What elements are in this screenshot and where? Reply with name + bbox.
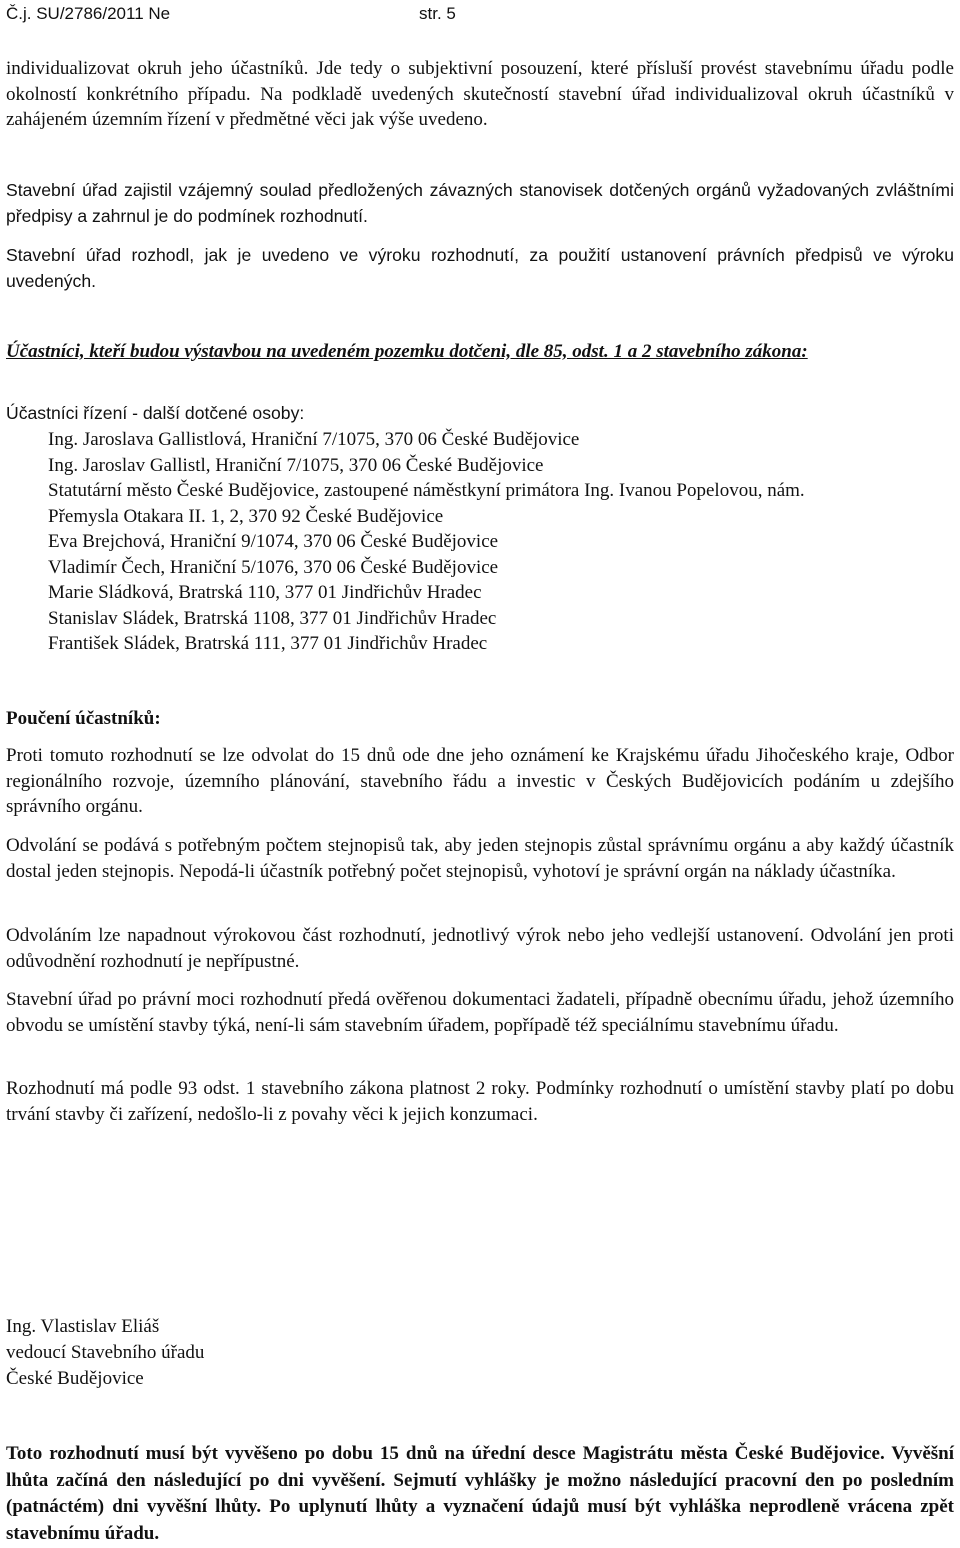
participants-heading: Účastníci, kteří budou výstavbou na uvedeném pozemku dotčeni, dle 85, odst. 1 a 2 stavebního zákona: — [6, 341, 808, 362]
list-item: Statutární město České Budějovice, zastoupené náměstkyní primátora Ing. Ivanou Popelovou, nám. — [48, 480, 805, 501]
list-item: Eva Brejchová, Hraniční 9/1074, 370 06 České Budějovice — [48, 531, 499, 552]
list-item: Ing. Jaroslava Gallistlová, Hraniční 7/1075, 370 06 České Budějovice — [48, 429, 580, 450]
instruction-paragraph: Stavební úřad po právní moci rozhodnutí předá ověřenou dokumentaci žadateli, případně obecnímu úřadu, jehož územního obvodu se umístění stavby týká, není-li sám stavebním úřadem, popřípadě též speciálnímu stavebnímu úřadu. — [6, 989, 954, 1036]
signatory-role: vedoucí Stavebního úřadu — [6, 1342, 205, 1363]
instruction-heading: Poučení účastníků: — [6, 708, 161, 729]
participants-subheading: Účastníci řízení - další dotčené osoby: — [6, 403, 305, 423]
list-item: Vladimír Čech, Hraniční 5/1076, 370 06 České Budějovice — [48, 556, 499, 578]
paragraph-individualization: individualizovat okruh jeho účastníků. Jde tedy o subjektivní posouzení, které přísluší provést stavebnímu úřadu podle okolností konkrétního případu. Na podkladě uvedených skutečností stavební úřad individualizoval okruh účastníků v zahájeném územním řízení v předmětné věci jak výše uvedeno. — [6, 58, 954, 130]
instruction-paragraph: Proti tomuto rozhodnutí se lze odvolat do 15 dnů ode dne jeho oznámení ke Krajskému úřadu Jihočeského kraje, Odbor regionálního rozvoje, územního plánování, stavebního řádu a investic v Českých Budějovicích podáním u zdejšího správního orgánu. — [6, 745, 954, 817]
instruction-paragraph: Odvolání se podává s potřebným počtem stejnopisů tak, aby jeden stejnopis zůstal správnímu orgánu a aby každý účastník dostal jeden stejnopis. Nepodá-li účastník potřebný počet stejnopisů, vyhotoví je správní orgán na náklady účastníka. — [6, 835, 954, 882]
paragraph-binding-opinions: Stavební úřad zajistil vzájemný soulad předložených závazných stanovisek dotčených orgánů vyžadovaných zvláštními předpisy a zahrnul je do podmínek rozhodnutí. — [6, 180, 954, 226]
list-item: Stanislav Sládek, Bratrská 1108, 377 01 Jindřichův Hradec — [48, 607, 497, 629]
participants-list — [48, 427, 948, 657]
page-header — [6, 2, 954, 28]
posting-notice: Toto rozhodnutí musí být vyvěšeno po dobu 15 dnů na úřední desce Magistrátu města České Budějovice. Vyvěšní lhůta začíná den následující po dni vyvěšení. Sejmutí vyhlášky je možno následující pracovní den po posledním (patnáctém) dni vyvěšní lhůty. Po uplynutí lhůty a vyznačení údajů musí být vyhláška neprodleně vrácena zpět stavebnímu úřadu. — [6, 1443, 954, 1544]
signature-block — [6, 1314, 954, 1392]
signatory-name: Ing. Vlastislav Eliáš — [6, 1316, 160, 1337]
list-item: Marie Sládková, Bratrská 110, 377 01 Jindřichův Hradec — [48, 582, 482, 603]
list-item: František Sládek, Bratrská 111, 377 01 Jindřichův Hradec — [48, 633, 488, 654]
paragraph-decision: Stavební úřad rozhodl, jak je uvedeno ve výroku rozhodnutí, za použití ustanovení právních předpisů ve výroku uvedených. — [6, 245, 954, 291]
list-item: Ing. Jaroslav Gallistl, Hraniční 7/1075, 370 06 České Budějovice — [48, 454, 544, 476]
page-number: str. 5 — [419, 4, 456, 23]
instruction-paragraph: Odvoláním lze napadnout výrokovou část rozhodnutí, jednotlivý výrok nebo jeho vedlejší ustanovení. Odvolání jen proti odůvodnění rozhodnutí je nepřípustné. — [6, 925, 954, 972]
signatory-city: České Budějovice — [6, 1368, 144, 1389]
reference-number: Č.j. SU/2786/2011 Ne — [6, 4, 171, 23]
instruction-paragraph: Rozhodnutí má podle 93 odst. 1 stavebního zákona platnost 2 roky. Podmínky rozhodnutí o umístění stavby platí po dobu trvání stavby či zařízení, nedošlo-li z povahy věci k jejich konzumaci. — [6, 1078, 954, 1125]
list-item: Přemysla Otakara II. 1, 2, 370 92 České Budějovice — [48, 505, 444, 527]
